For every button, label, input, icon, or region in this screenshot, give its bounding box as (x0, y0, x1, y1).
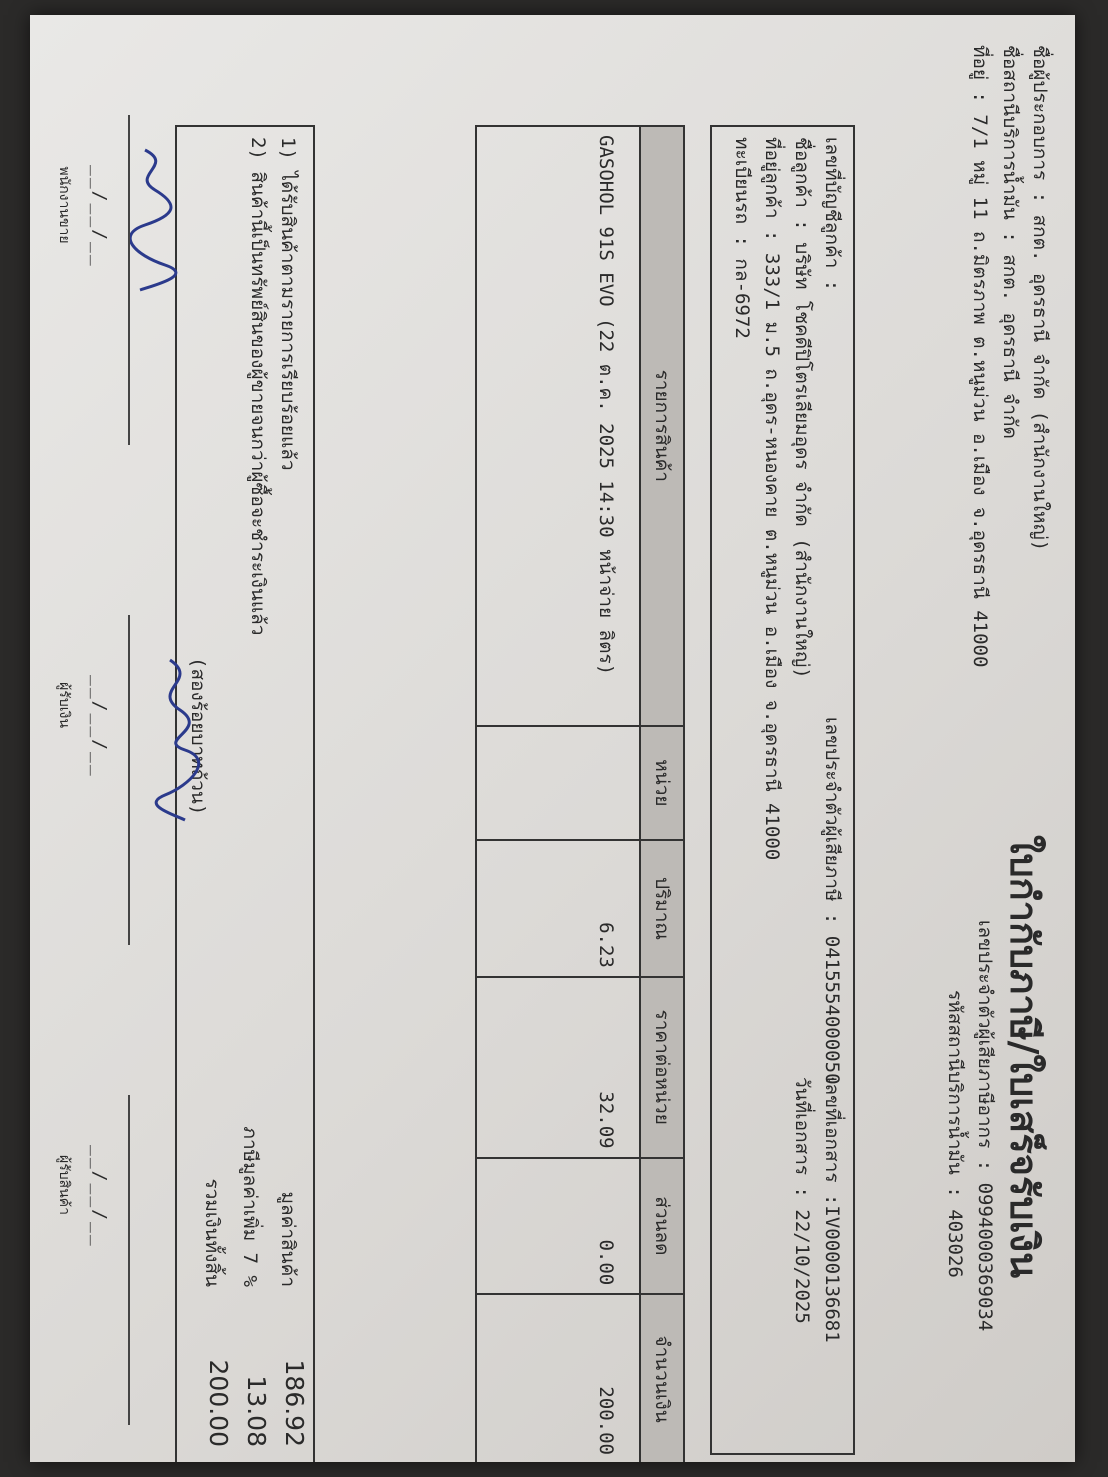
col-header-item: รายการสินค้า (640, 126, 684, 726)
col-header-unit: หน่วย (640, 726, 684, 841)
seller-tax-id: เลขประจำตัวผู้เสียภาษีอากร : 0994000369034 (974, 920, 996, 1332)
row-item: GASOHOL 91S EVO (22 ต.ค. 2025 14:30 หน้าจ่าย ลิตร) (573, 126, 640, 726)
row-unit (573, 726, 640, 841)
sig-line-cashier (128, 115, 130, 445)
vat-value: 13.08 (242, 1375, 271, 1447)
customer-address: ที่อยู่ลูกค้า : 333/1 ม.5 ถ.อุดร-หนองคาย ต.หนูม่วน อ.เมือง จ.อุดรธานี 41000 (761, 137, 783, 861)
customer-name: ชื่อลูกค้า : บริษัท โชคดีปิโตรเลียมอุดร จำกัด (สำนักงานใหญ่) (791, 137, 813, 679)
document-title: ใบกำกับภาษี/ใบเสร็จรับเงิน (1002, 835, 1046, 1279)
sig-date-goods-receiver: __/__/__ (89, 1145, 110, 1248)
col-header-amount: จำนวนเงิน (640, 1294, 684, 1462)
total-label: รวมเงินทั้งสิ้น (201, 1178, 223, 1287)
customer-tax-id: เลขประจำตัวผู้เสียภาษี : 0415554000050 (821, 717, 843, 1085)
vat-label: ภาษีมูลค่าเพิ่ม 7 % (239, 1126, 261, 1287)
customer-box (710, 125, 855, 1455)
receiver-signature (135, 655, 205, 825)
caption-goods-receiver: ผู้รับสินค้า (56, 1155, 72, 1215)
row-amount: 200.00 (573, 1294, 640, 1462)
caption-receiver: ผู้รับเงิน (56, 682, 72, 728)
operator-line: ชื่อผู้ประกอบการ : สกต. อุดรธานี จำกัด (สำนักงานใหญ่) (1029, 45, 1051, 552)
document-number: เลขที่เอกสาร :IV0000136681 (821, 1077, 843, 1343)
receipt-paper (30, 15, 1075, 1462)
subtotal-label: มูลค่าสินค้า (277, 1191, 299, 1287)
sig-line-goods-receiver (128, 1095, 130, 1425)
sig-date-receiver: __/__/__ (89, 675, 110, 778)
caption-cashier: พนักงานขาย (56, 166, 72, 244)
address-line: ที่อยู่ : 7/1 หมู่ 11 ถ.มิตรภาพ ต.หนูม่วน อ.เมือง จ.อุดรธานี 41000 (969, 45, 991, 668)
row-price: 32.09 (573, 977, 640, 1158)
note-2: 2) สินค้านี้เป็นทรัพย์สินของผู้ขายจนกว่าผู้ซื้อจะชำระเงินแล้ว (247, 137, 269, 636)
table-row (573, 126, 640, 1462)
document-date: วันที่เอกสาร : 22/10/2025 (791, 1077, 813, 1324)
items-table (475, 125, 685, 1462)
col-header-discount: ส่วนลด (640, 1158, 684, 1295)
vehicle-plate: ทะเบียนรถ : กล-6972 (731, 137, 753, 339)
total-value: 200.00 (204, 1359, 233, 1447)
col-header-price: ราคาต่อหน่วย (640, 977, 684, 1158)
amount-in-words: (สองร้อยบาทถ้วน) (187, 657, 209, 816)
col-header-qty: ปริมาณ (640, 840, 684, 977)
row-qty: 6.23 (573, 840, 640, 977)
table-filler-row (476, 126, 573, 1462)
customer-account: เลขที่บัญชีลูกค้า : (821, 137, 843, 292)
note-1: 1) ได้รับสินค้าตามรายการเรียบร้อยแล้ว (277, 137, 299, 471)
cashier-signature (115, 145, 185, 295)
subtotal-value: 186.92 (280, 1359, 309, 1447)
station-line: ชื่อสถานีบริการน้ำมัน : สกต. อุดรธานี จำกัด (999, 45, 1021, 439)
sig-line-receiver (128, 615, 130, 945)
branch-code: รหัสสถานีบริการน้ำมัน : 403026 (944, 990, 966, 1278)
sig-date-cashier: __/__/__ (89, 165, 110, 268)
row-discount: 0.00 (573, 1158, 640, 1295)
receipt-content (30, 15, 1075, 1462)
